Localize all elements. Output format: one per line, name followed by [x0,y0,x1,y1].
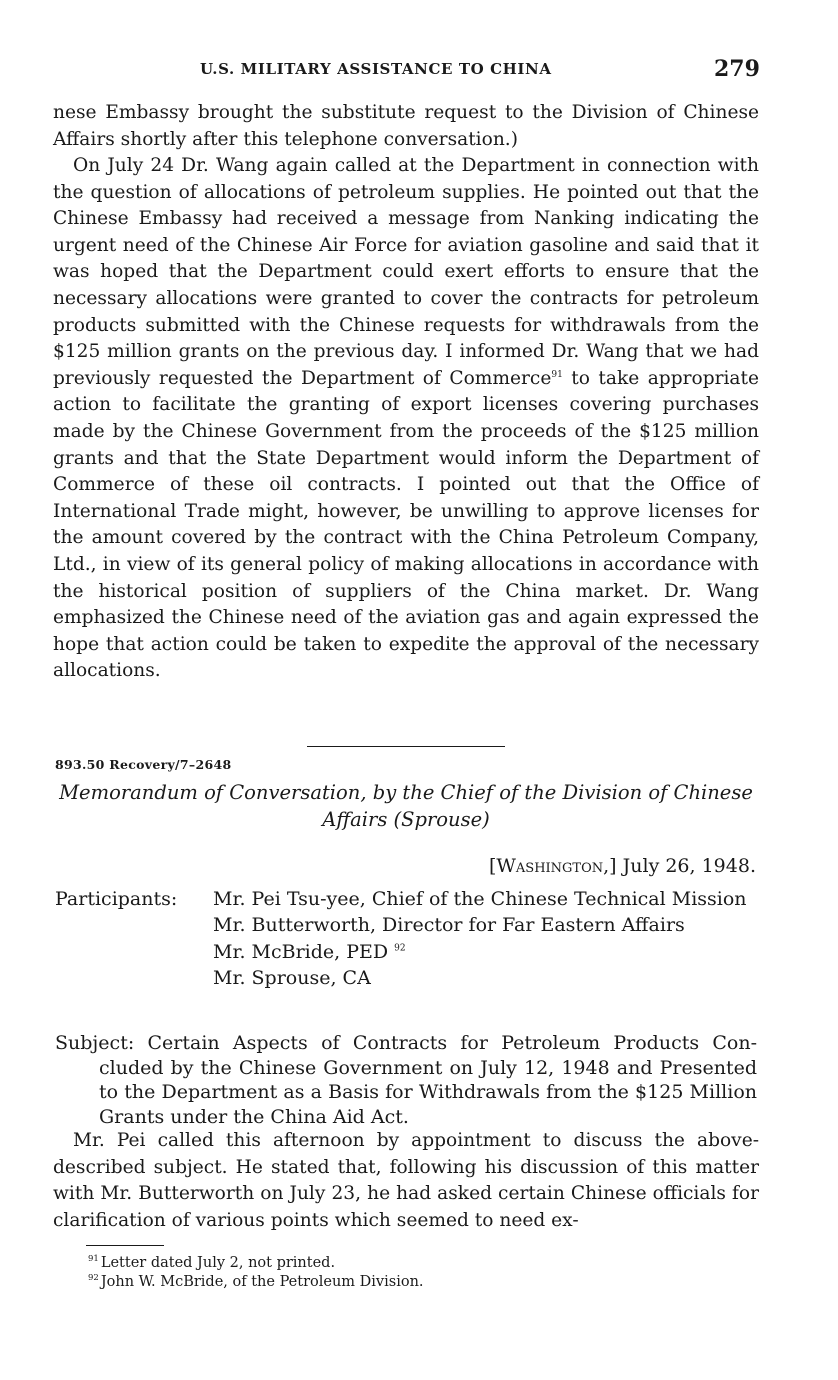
participants-list [213,886,759,992]
participant-item: Mr. Butterworth, Director for Far Eastern Affairs [213,914,685,937]
footnote-number: 91 [88,1254,99,1265]
footnote-text: Letter dated July 2, not printed. [100,1255,336,1271]
paragraph-continued: nese Embassy brought the substitute request to the Division of Chinese Affairs shortly after this telephone conversation.) [53,102,759,150]
participant-item: Mr. Pei Tsu-yee, Chief of the Chinese Technical Mission [213,888,747,910]
paragraph-text: On July 24 Dr. Wang again called at the Department in connection with the question of allocations of petroleum supplies. He pointed out that the Chinese Embassy had received a message from Nanking indicating the urgent need of the Chinese Air Force for aviation gasoline and said that it was hoped that the Department could exert efforts to ensure that the necessary allocations were granted to cover the contracts for petroleum products submitted with the Chinese requests for withdrawals from the $125 million grants on the previous day. I informed Dr. Wang that we had previously requested the Department of Commerce [53,155,759,389]
running-title: U.S. MILITARY ASSISTANCE TO CHINA [200,60,552,78]
dateline-date: July 26, 1948. [616,855,756,877]
participant-item: Mr. McBride, PED $^{92}$ [213,940,406,963]
paragraph-wang-visit [53,153,759,685]
paragraph-text: to take appropriate action to facilitate the granting of export licenses covering purchases made by the Chinese Government from the proceeds of the $125 million grants and that the State Department would inform the Department of Commerce of these oil contracts. I pointed out that the Office of International Trade might, however, be unwilling to approve licenses for the amount covered by the contract with the China Petroleum Company, Ltd., in view of its general policy of making allocations in accordance with the historical position of suppliers of the China market. Dr. Wang emphasized the Chinese need of the aviation gas and again expressed the hope that action could be taken to expedite the approval of the necessary allocations. [53,367,759,682]
section-divider [307,746,505,747]
participants-label: Participants: [55,888,178,910]
dateline [489,855,756,877]
dateline-place: [Washington,] [488,855,617,877]
subject-label: Subject: [55,1032,135,1054]
page-number: 279 [714,56,760,82]
footnotes [88,1254,424,1292]
footnote-text: John W. McBride, of the Petroleum Division. [100,1274,424,1290]
footnote-number: 92 [88,1273,99,1284]
subject-block [55,1031,757,1129]
file-reference: 893.50 Recovery/7–2648 [55,757,232,772]
footnote-rule [86,1245,164,1246]
footnote-ref-91[interactable]: 91 [551,369,563,380]
paragraph-pei-visit: Mr. Pei called this afternoon by appointment to discuss the abovedescribed subject. He stated that, following his discussion of this matter with Mr. Butterworth on July 23, he had asked certain Chinese officials for clarification of various points which seemed to need ex- [53,1130,759,1231]
document-title: Memorandum of Conversation, by the Chief of the Division of Chinese Affairs (Sprouse) [59,781,753,831]
footnote-ref-92[interactable]: 92 [394,943,406,954]
subject-text: Certain Aspects of Contracts for Petroleum Products Concluded by the Chinese Government on July 12, 1948 and Presented to the Department as a Basis for Withdrawals from the $125 Million Grants under the China Aid Act. [99,1032,757,1128]
footnote-item [88,1254,424,1273]
footnote-item [88,1273,424,1292]
page-header [0,56,838,86]
participant-item: Mr. Sprouse, CA [213,967,371,990]
